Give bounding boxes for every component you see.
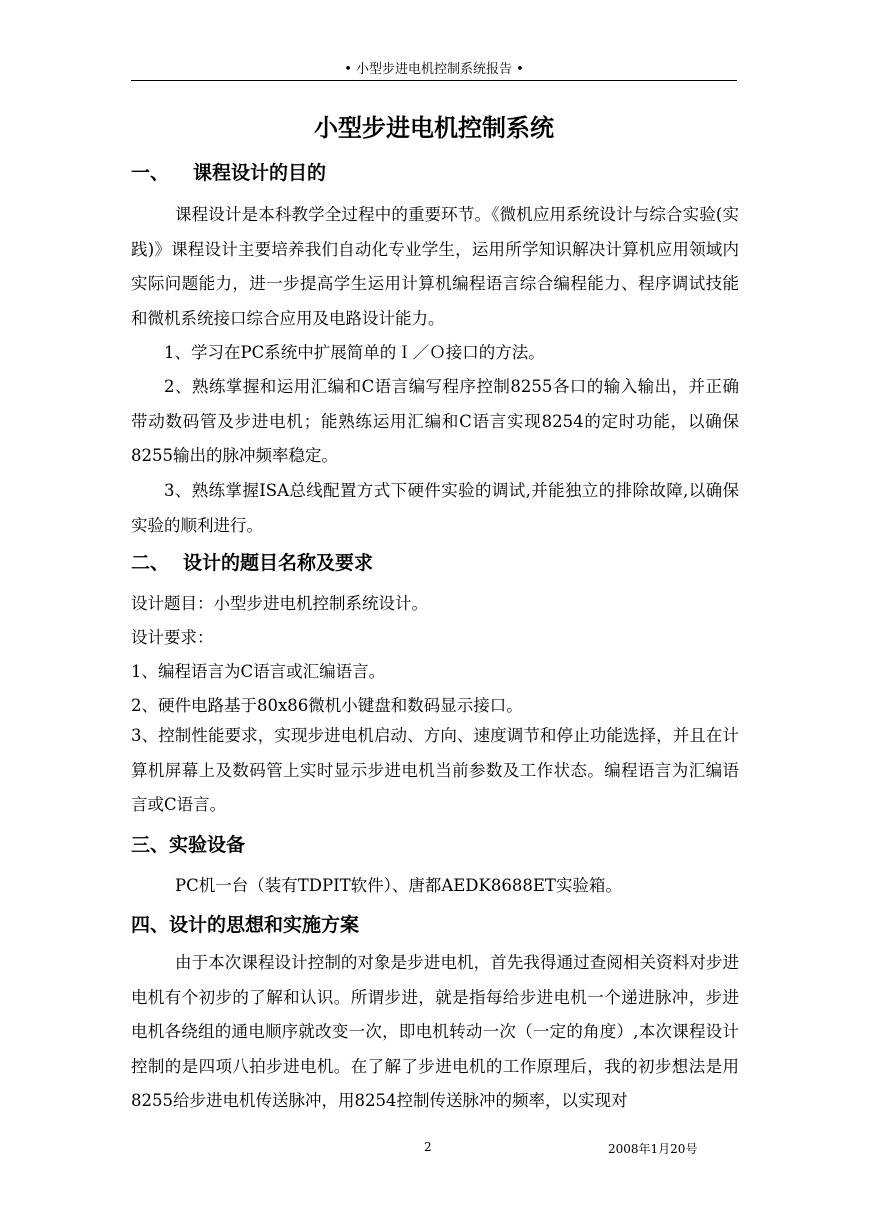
section-1-item-3: 3、熟练掌握ISA总线配置方式下硬件实验的调试,并能独立的排除故障,以确保实验的顺利进行。: [131, 481, 739, 535]
requirement-1: 1、编程语言为C语言或汇编语言。: [131, 662, 386, 681]
section-1-intro: 课程设计是本科教学全过程中的重要环节。《微机应用系统设计与综合实验(实践)》课程设计主要培养我们自动化专业学生，运用所学知识解决计算机应用领域内实际问题能力，进一步提高学生运用计算机编程语言综合编程能力、程序调试技能和微机系统接口综合应用及电路设计能力。: [131, 205, 739, 328]
section-1-heading: [131, 160, 326, 186]
footer-date: 2008年1月20号: [608, 1142, 698, 1156]
section-2-title: 设计的题目名称及要求: [183, 552, 374, 574]
running-header: • 小型步进电机控制系统报告 •: [344, 62, 524, 77]
section-2-heading: [131, 550, 373, 576]
equipment-text: PC机一台（装有TDPIT软件）、唐都AEDK8688ET实验箱。: [175, 876, 622, 895]
section-3-heading: 三、实验设备: [131, 834, 246, 856]
section-4-heading: 四、设计的思想和实施方案: [131, 914, 360, 936]
section-1-item-1: 1、学习在PC系统中扩展简单的Ｉ／Ｏ接口的方法。: [164, 343, 545, 362]
section-1-item-2: 2、熟练掌握和运用汇编和C语言编写程序控制8255各口的输入输出，并正确带动数码管及步进电机；能熟练运用汇编和C语言实现8254的定时功能，以确保8255输出的脉冲频率稳定。: [131, 377, 739, 465]
header-rule: [131, 80, 737, 81]
section-1-number: 一、: [131, 162, 170, 184]
requirement-2: 2、硬件电路基于80x86微机小键盘和数码显示接口。: [131, 696, 523, 715]
requirement-3: 3、控制性能要求，实现步进电机启动、方向、速度调节和停止功能选择，并且在计算机屏幕上及数码管上实时显示步进电机当前参数及工作状态。编程语言为汇编语言或C语言。: [131, 726, 739, 814]
page-number: 2: [424, 1140, 432, 1154]
section-2-number: 二、: [131, 552, 170, 574]
section-4-paragraph: 由于本次课程设计控制的对象是步进电机，首先我得通过查阅相关资料对步进电机有个初步的了解和认识。所谓步进，就是指每给步进电机一个递进脉冲，步进电机各绕组的通电顺序就改变一次，即电机转动一次（一定的角度）,本次课程设计控制的是四项八拍步进电机。在了解了步进电机的工作原理后，我的初步想法是用8255给步进电机传送脉冲，用8254控制传送脉冲的频率，以实现对: [131, 953, 739, 1110]
design-topic: 设计题目：小型步进电机控制系统设计。: [131, 594, 428, 613]
document-title: 小型步进电机控制系统: [314, 114, 554, 142]
design-requirements-label: 设计要求：: [131, 628, 214, 647]
section-1-title: 课程设计的目的: [193, 162, 327, 184]
